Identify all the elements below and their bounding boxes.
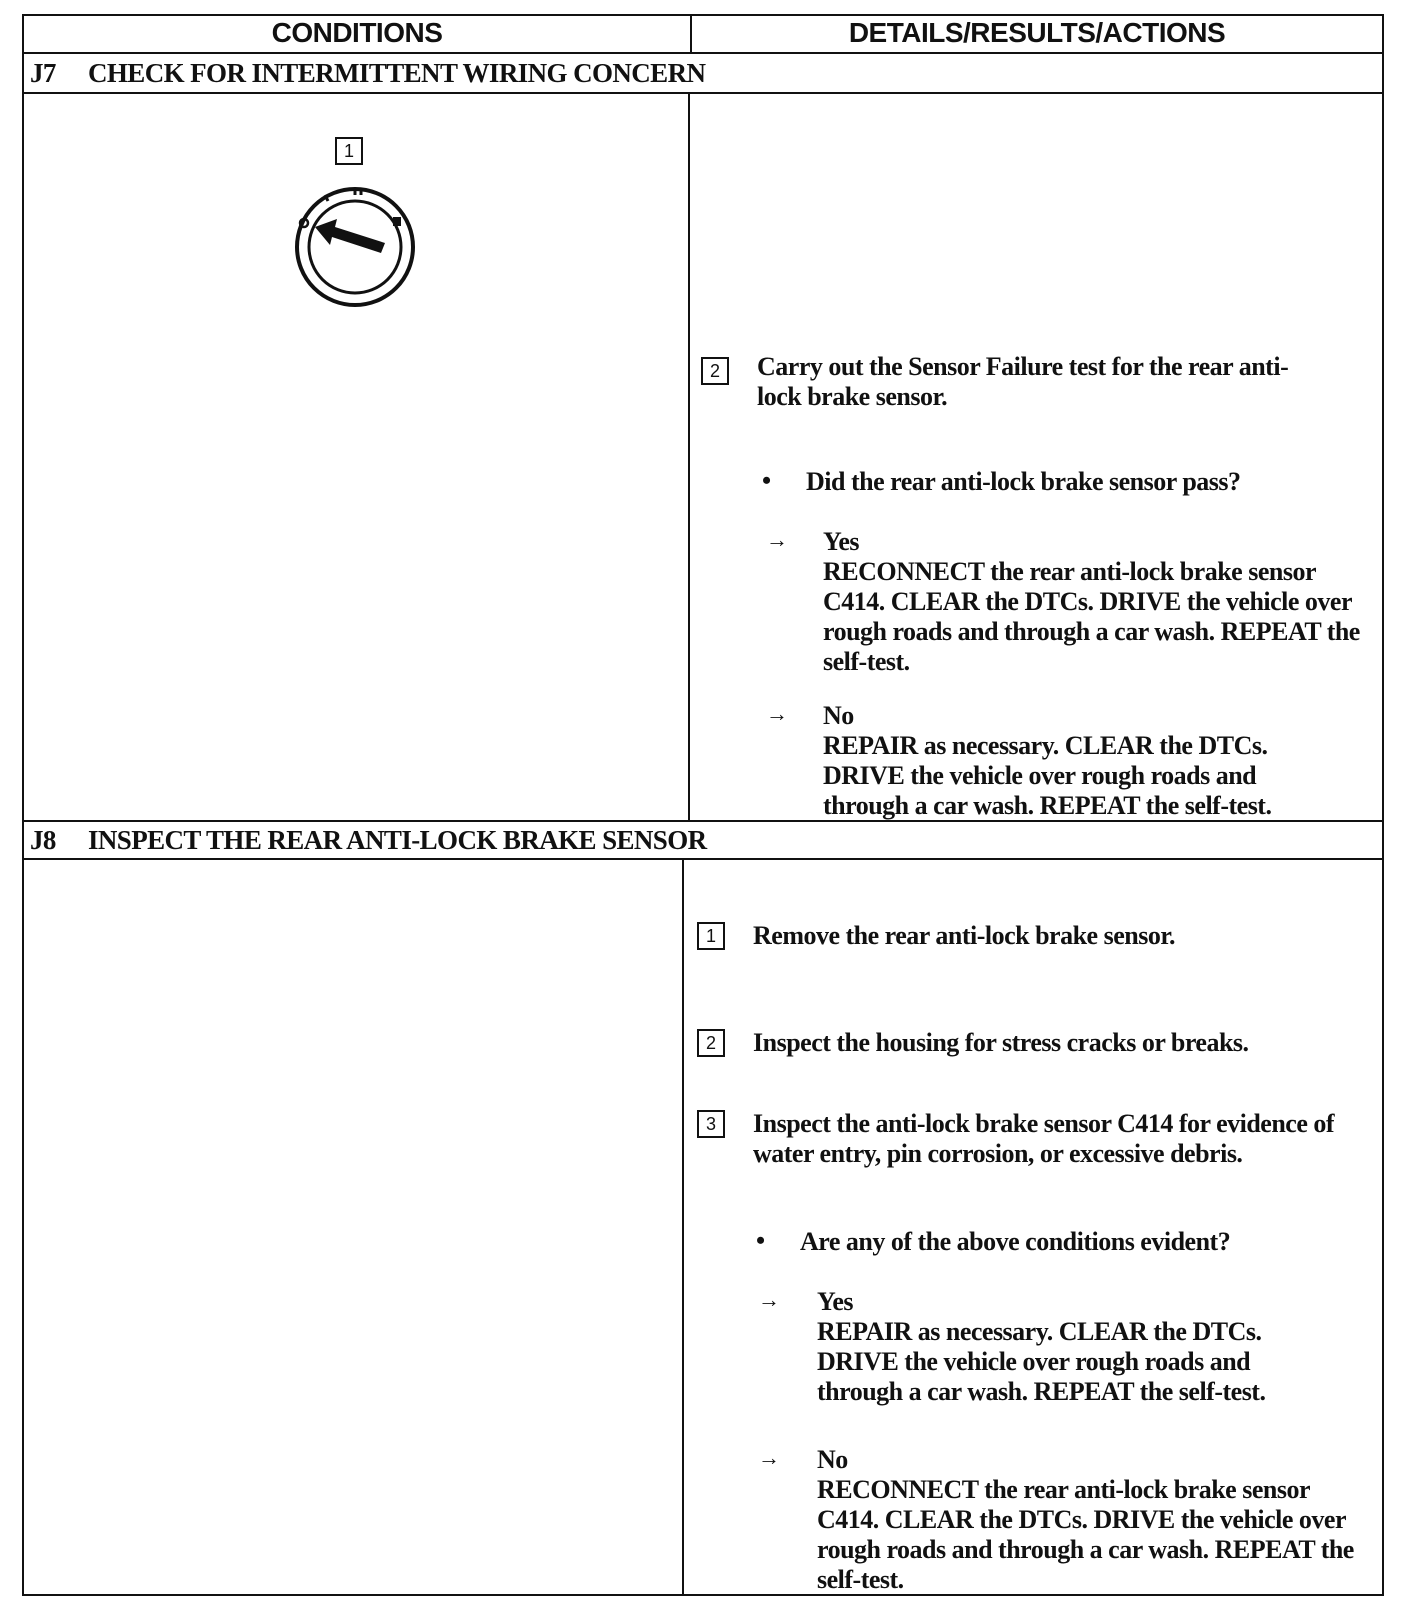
j8-question: Are any of the above conditions evident? bbox=[800, 1227, 1231, 1256]
j7-code: J7 bbox=[30, 57, 56, 88]
j7-yes-text: RECONNECT the rear anti-lock brake sensor C414. CLEAR the DTCs. DRIVE the vehicle over rough roads and through a car wash. REPEAT the self-test. bbox=[823, 557, 1360, 676]
j7-yes-label: Yes bbox=[823, 527, 860, 556]
j7-section-title bbox=[30, 54, 705, 92]
j7-title-divider bbox=[22, 92, 1384, 94]
j7-step-2-number: 2 bbox=[701, 357, 729, 385]
j8-question-bullet: • bbox=[756, 1226, 766, 1255]
j7-no-text: REPAIR as necessary. CLEAR the DTCs. DRIVE the vehicle over rough roads and through a car wash. REPEAT the self-test. bbox=[823, 731, 1272, 820]
j8-step-3-number: 3 bbox=[697, 1110, 725, 1138]
j8-yes-label: Yes bbox=[817, 1287, 854, 1316]
j8-section-title bbox=[30, 821, 707, 859]
j7-title: CHECK FOR INTERMITTENT WIRING CONCERN bbox=[88, 57, 706, 88]
j7-step-2-text: Carry out the Sensor Failure test for the rear anti-lock brake sensor. bbox=[757, 352, 1289, 411]
conditions-column-header: CONDITIONS bbox=[271, 17, 443, 48]
j7-column-divider bbox=[688, 92, 690, 822]
j8-no-arrow-icon: → bbox=[758, 1445, 780, 1470]
j8-step-2-number: 2 bbox=[697, 1029, 725, 1057]
j8-code: J8 bbox=[30, 824, 56, 855]
j7-question-bullet: • bbox=[762, 466, 772, 495]
j8-yes-block bbox=[817, 1287, 1337, 1407]
j8-no-text: RECONNECT the rear anti-lock brake sensor C414. CLEAR the DTCs. DRIVE the vehicle over rough roads and through a car wash. REPEAT the self-test. bbox=[817, 1475, 1354, 1594]
j8-no-block bbox=[817, 1445, 1362, 1595]
j7-no-block bbox=[823, 701, 1343, 821]
j8-yes-arrow-icon: → bbox=[758, 1287, 780, 1312]
j8-step-3-text: Inspect the anti-lock brake sensor C414 for evidence of water entry, pin corrosion, or excessive debris. bbox=[753, 1109, 1335, 1168]
j8-column-divider bbox=[682, 858, 684, 1596]
j8-no-label: No bbox=[817, 1445, 848, 1474]
j7-yes-arrow-icon: → bbox=[766, 527, 788, 552]
j7-no-label: No bbox=[823, 701, 854, 730]
j7-condition-step-number: 1 bbox=[335, 137, 363, 165]
ignition-switch-off-icon bbox=[285, 177, 425, 317]
j8-title: INSPECT THE REAR ANTI-LOCK BRAKE SENSOR bbox=[88, 824, 707, 855]
j8-step-1-number: 1 bbox=[697, 922, 725, 950]
j8-step-1-text: Remove the rear anti-lock brake sensor. bbox=[753, 921, 1175, 950]
j7-yes-block bbox=[823, 527, 1368, 677]
j8-step-2-text: Inspect the housing for stress cracks or breaks. bbox=[753, 1028, 1249, 1057]
details-column-header: DETAILS/RESULTS/ACTIONS bbox=[848, 17, 1226, 48]
j7-no-arrow-icon: → bbox=[766, 701, 788, 726]
j7-question: Did the rear anti-lock brake sensor pass? bbox=[806, 467, 1241, 496]
j8-yes-text: REPAIR as necessary. CLEAR the DTCs. DRIVE the vehicle over rough roads and through a car wash. REPEAT the self-test. bbox=[817, 1317, 1266, 1406]
